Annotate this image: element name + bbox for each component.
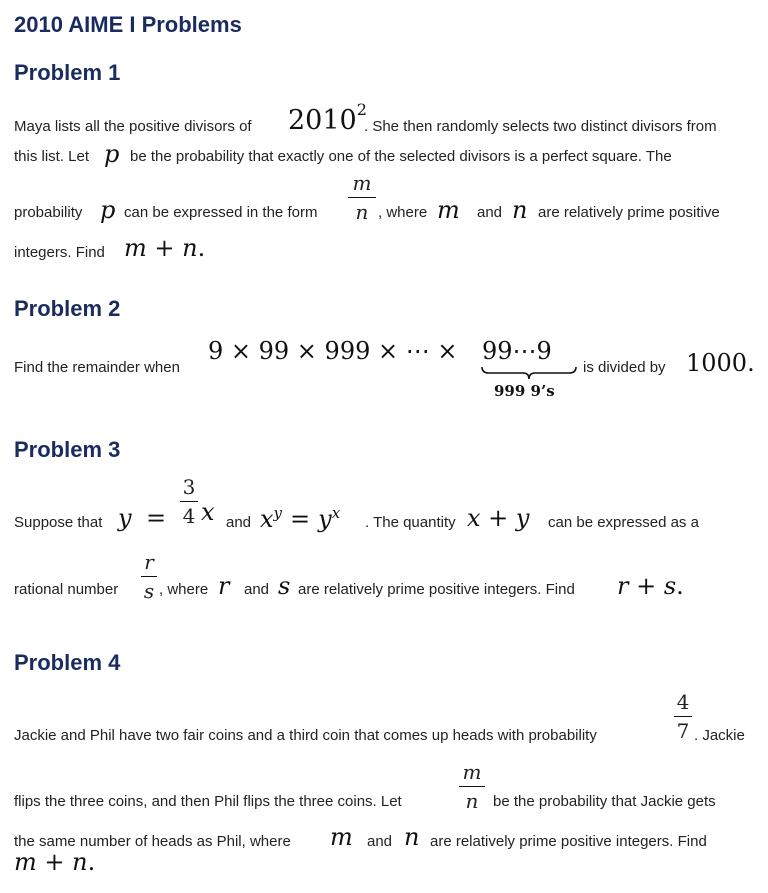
p1-text-e: probability — [14, 204, 83, 221]
p2-underbrace — [481, 366, 577, 380]
p4-text-c: flips the three coins, and then Phil flips the three coins. Let — [14, 793, 402, 810]
p1-text-i: integers. Find — [14, 244, 105, 261]
p1-text-a: Maya lists all the positive divisors of — [14, 118, 252, 135]
p3-text-f: are relatively prime positive integers. Find — [298, 581, 575, 598]
p1-text-c: this list. Let — [14, 148, 90, 165]
p3-fraction-r-over-s: r s — [141, 551, 157, 602]
p2-math-product: 9 × 99 × 999 × ⋯ × — [208, 337, 458, 365]
p4-math-n: n — [404, 823, 420, 851]
p2-math-1000: 1000. — [686, 349, 755, 377]
problem-2-heading: Problem 2 — [14, 296, 121, 321]
p3-text-and2: and — [244, 581, 270, 598]
p3-text-e: , where — [159, 581, 209, 598]
p3-math-y: y — [118, 504, 132, 532]
p4-text-e: the same number of heads as Phil, where — [14, 833, 291, 850]
problem-4-heading: Problem 4 — [14, 650, 121, 675]
p1-math-2010-squared: 2010$^2$ — [288, 100, 367, 136]
p4-fraction-m-over-n: m n — [459, 761, 485, 812]
p4-math-m-plus-n: m + n. — [14, 848, 96, 876]
p1-text-and: and — [477, 204, 503, 221]
p4-text-and: and — [367, 833, 393, 850]
p1-text-b: . She then randomly selects two distinct divisors from — [364, 118, 717, 135]
p2-text-b: is divided by — [583, 359, 666, 376]
p1-math-n: n — [512, 196, 528, 224]
p4-text-d: be the probability that Jackie gets — [493, 793, 716, 810]
problem-1-heading: Problem 1 — [14, 60, 121, 85]
p2-math-last-factor: 99⋯9 — [482, 337, 552, 365]
p1-fraction-m-over-n: m n — [348, 172, 376, 223]
p3-text-and: and — [226, 514, 252, 531]
p1-text-g: , where — [378, 204, 428, 221]
p1-math-m: m — [437, 196, 460, 224]
p3-math-r: r — [218, 572, 230, 600]
p1-text-h: are relatively prime positive — [538, 204, 720, 221]
p3-math-equals: = — [146, 504, 167, 532]
p4-text-a: Jackie and Phil have two fair coins and a third coin that comes up heads with probability — [14, 727, 597, 744]
p1-text-f: can be expressed in the form — [124, 204, 318, 221]
p3-text-c: can be expressed as a — [548, 514, 699, 531]
p3-math-r-plus-s: r + s. — [617, 572, 684, 600]
p4-math-m: m — [330, 823, 353, 851]
problem-3-heading: Problem 3 — [14, 437, 121, 462]
p2-underbrace-label: 999 9’s — [494, 382, 555, 400]
p3-math-x-pow-y-eq-y-pow-x: $x^y = y^x$ — [260, 504, 341, 533]
p4-text-b: . Jackie — [694, 727, 745, 744]
p3-math-x: x — [201, 498, 215, 526]
p1-math-m-plus-n: m + n. — [124, 234, 206, 262]
p1-math-p: p — [104, 140, 120, 168]
p4-fraction-4-over-7: 4 7 — [674, 691, 692, 742]
p3-text-a: Suppose that — [14, 514, 103, 531]
p4-text-f: are relatively prime positive integers. Find — [430, 833, 707, 850]
page-title: 2010 AIME I Problems — [14, 12, 242, 37]
p3-text-b: . The quantity — [365, 514, 456, 531]
p3-text-d: rational number — [14, 581, 119, 598]
p3-math-x-plus-y: x + y — [467, 504, 530, 532]
p2-text-a: Find the remainder when — [14, 359, 180, 376]
p1-math-p2: p — [100, 196, 116, 224]
p3-math-s: s — [278, 572, 291, 600]
p3-fraction-3-over-4: 3 4 — [180, 476, 198, 527]
p1-text-d: be the probability that exactly one of the selected divisors is a perfect square. The — [130, 148, 672, 165]
